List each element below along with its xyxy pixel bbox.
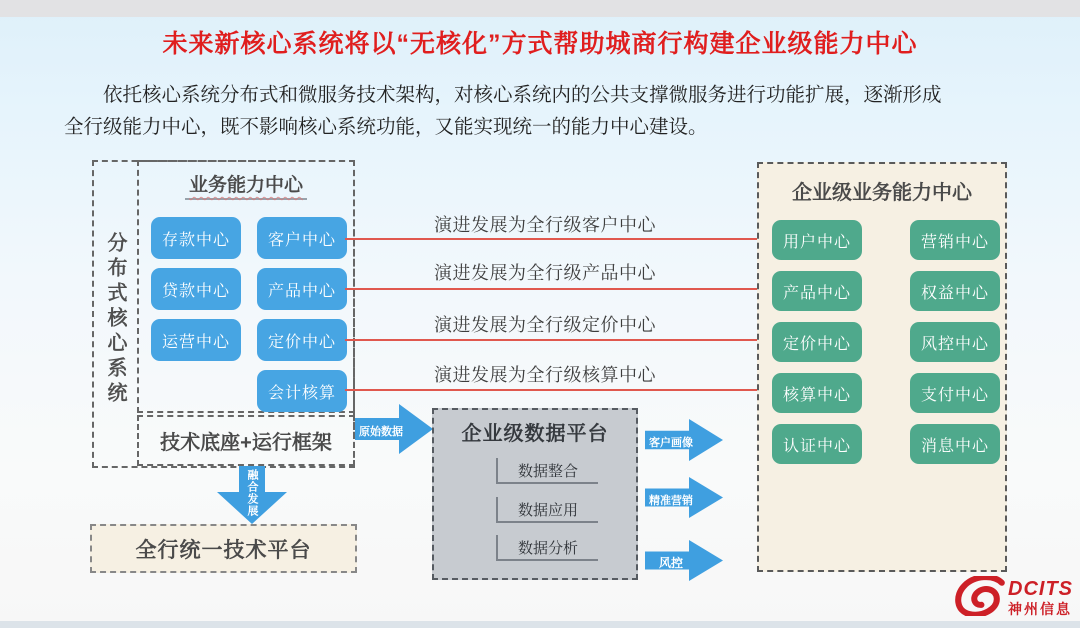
intro-line-1: 依托核心系统分布式和微服务技术架构，对核心系统内的公共支撑微服务进行功能扩展，逐渐形成 xyxy=(103,84,942,106)
node-product-center-right: 产品中心 xyxy=(772,271,862,311)
node-loan-center: 贷款中心 xyxy=(151,268,241,310)
intro-paragraph xyxy=(64,80,1016,143)
business-capability-grid xyxy=(151,217,347,412)
data-item-application: 数据应用 xyxy=(496,497,598,523)
unified-tech-platform-label: 全行统一技术平台 xyxy=(135,538,312,562)
node-rights-center: 权益中心 xyxy=(910,271,1000,311)
risk-control-label: 风控 xyxy=(658,556,683,570)
tech-base-box xyxy=(137,415,355,466)
data-item-analysis: 数据分析 xyxy=(496,535,598,561)
enterprise-capability-grid xyxy=(772,220,1000,464)
tech-base-label: 技术底座+运行框架 xyxy=(160,432,332,454)
data-item-integration: 数据整合 xyxy=(496,458,598,484)
node-customer-center: 客户中心 xyxy=(257,217,347,259)
node-auth-center: 认证中心 xyxy=(772,424,862,464)
node-risk-center: 风控中心 xyxy=(910,322,1000,362)
enterprise-capability-panel xyxy=(757,162,1007,572)
evolution-line-3 xyxy=(345,339,760,341)
page-title: 未来新核心系统将以“无核化”方式帮助城商行构建企业级能力中心 xyxy=(162,30,918,58)
enterprise-data-platform-title: 企业级数据平台 xyxy=(461,423,609,445)
fusion-arrow-label: 融合发展 xyxy=(246,469,258,517)
window-top-strip xyxy=(0,0,1080,17)
fusion-down-arrow xyxy=(217,466,287,524)
dcits-brand-text: DCITS xyxy=(1008,578,1073,600)
business-capability-title xyxy=(139,170,353,197)
precision-marketing-label: 精准营销 xyxy=(649,495,693,507)
risk-control-arrow xyxy=(645,540,723,581)
node-pricing-center: 定价中心 xyxy=(257,319,347,361)
enterprise-capability-title: 企业级业务能力中心 xyxy=(792,182,972,204)
evolution-label-2: 演进发展为全行级产品中心 xyxy=(434,263,656,283)
dcits-logo-icon xyxy=(955,576,1007,616)
customer-profile-arrow xyxy=(645,419,723,461)
node-user-center: 用户中心 xyxy=(772,220,862,260)
dcits-company-text: 神州信息 xyxy=(1008,601,1072,617)
bottom-strip xyxy=(0,621,1080,628)
raw-data-arrow xyxy=(355,404,433,454)
node-accounting-node: 会计核算 xyxy=(257,370,347,412)
evolution-line-4 xyxy=(345,389,760,391)
node-product-center: 产品中心 xyxy=(257,268,347,310)
raw-data-label: 原始数据 xyxy=(359,426,403,438)
precision-marketing-arrow xyxy=(645,477,723,518)
distributed-core-vertical-label: 分布式核心系统 xyxy=(104,232,126,407)
intro-line-2: 全行级能力中心，既不影响核心系统功能，又能实现统一的能力中心建设。 xyxy=(64,115,708,138)
evolution-label-3: 演进发展为全行级定价中心 xyxy=(434,315,656,335)
business-capability-title-text: 业务能力中心 xyxy=(185,175,307,200)
node-operation-center: 运营中心 xyxy=(151,319,241,361)
enterprise-data-platform-box xyxy=(432,408,638,580)
evolution-label-1: 演进发展为全行级客户中心 xyxy=(434,215,656,235)
evolution-line-1 xyxy=(345,238,760,240)
node-deposit-center: 存款中心 xyxy=(151,217,241,259)
node-payment-center: 支付中心 xyxy=(910,373,1000,413)
evolution-line-2 xyxy=(345,288,760,290)
node-accounting-center-right: 核算中心 xyxy=(772,373,862,413)
node-pricing-center-right: 定价中心 xyxy=(772,322,862,362)
customer-profile-label: 客户画像 xyxy=(649,437,693,449)
evolution-label-4: 演进发展为全行级核算中心 xyxy=(434,365,656,385)
node-marketing-center: 营销中心 xyxy=(910,220,1000,260)
node-message-center: 消息中心 xyxy=(910,424,1000,464)
unified-tech-platform-box xyxy=(90,524,357,573)
business-capability-box xyxy=(137,160,355,413)
